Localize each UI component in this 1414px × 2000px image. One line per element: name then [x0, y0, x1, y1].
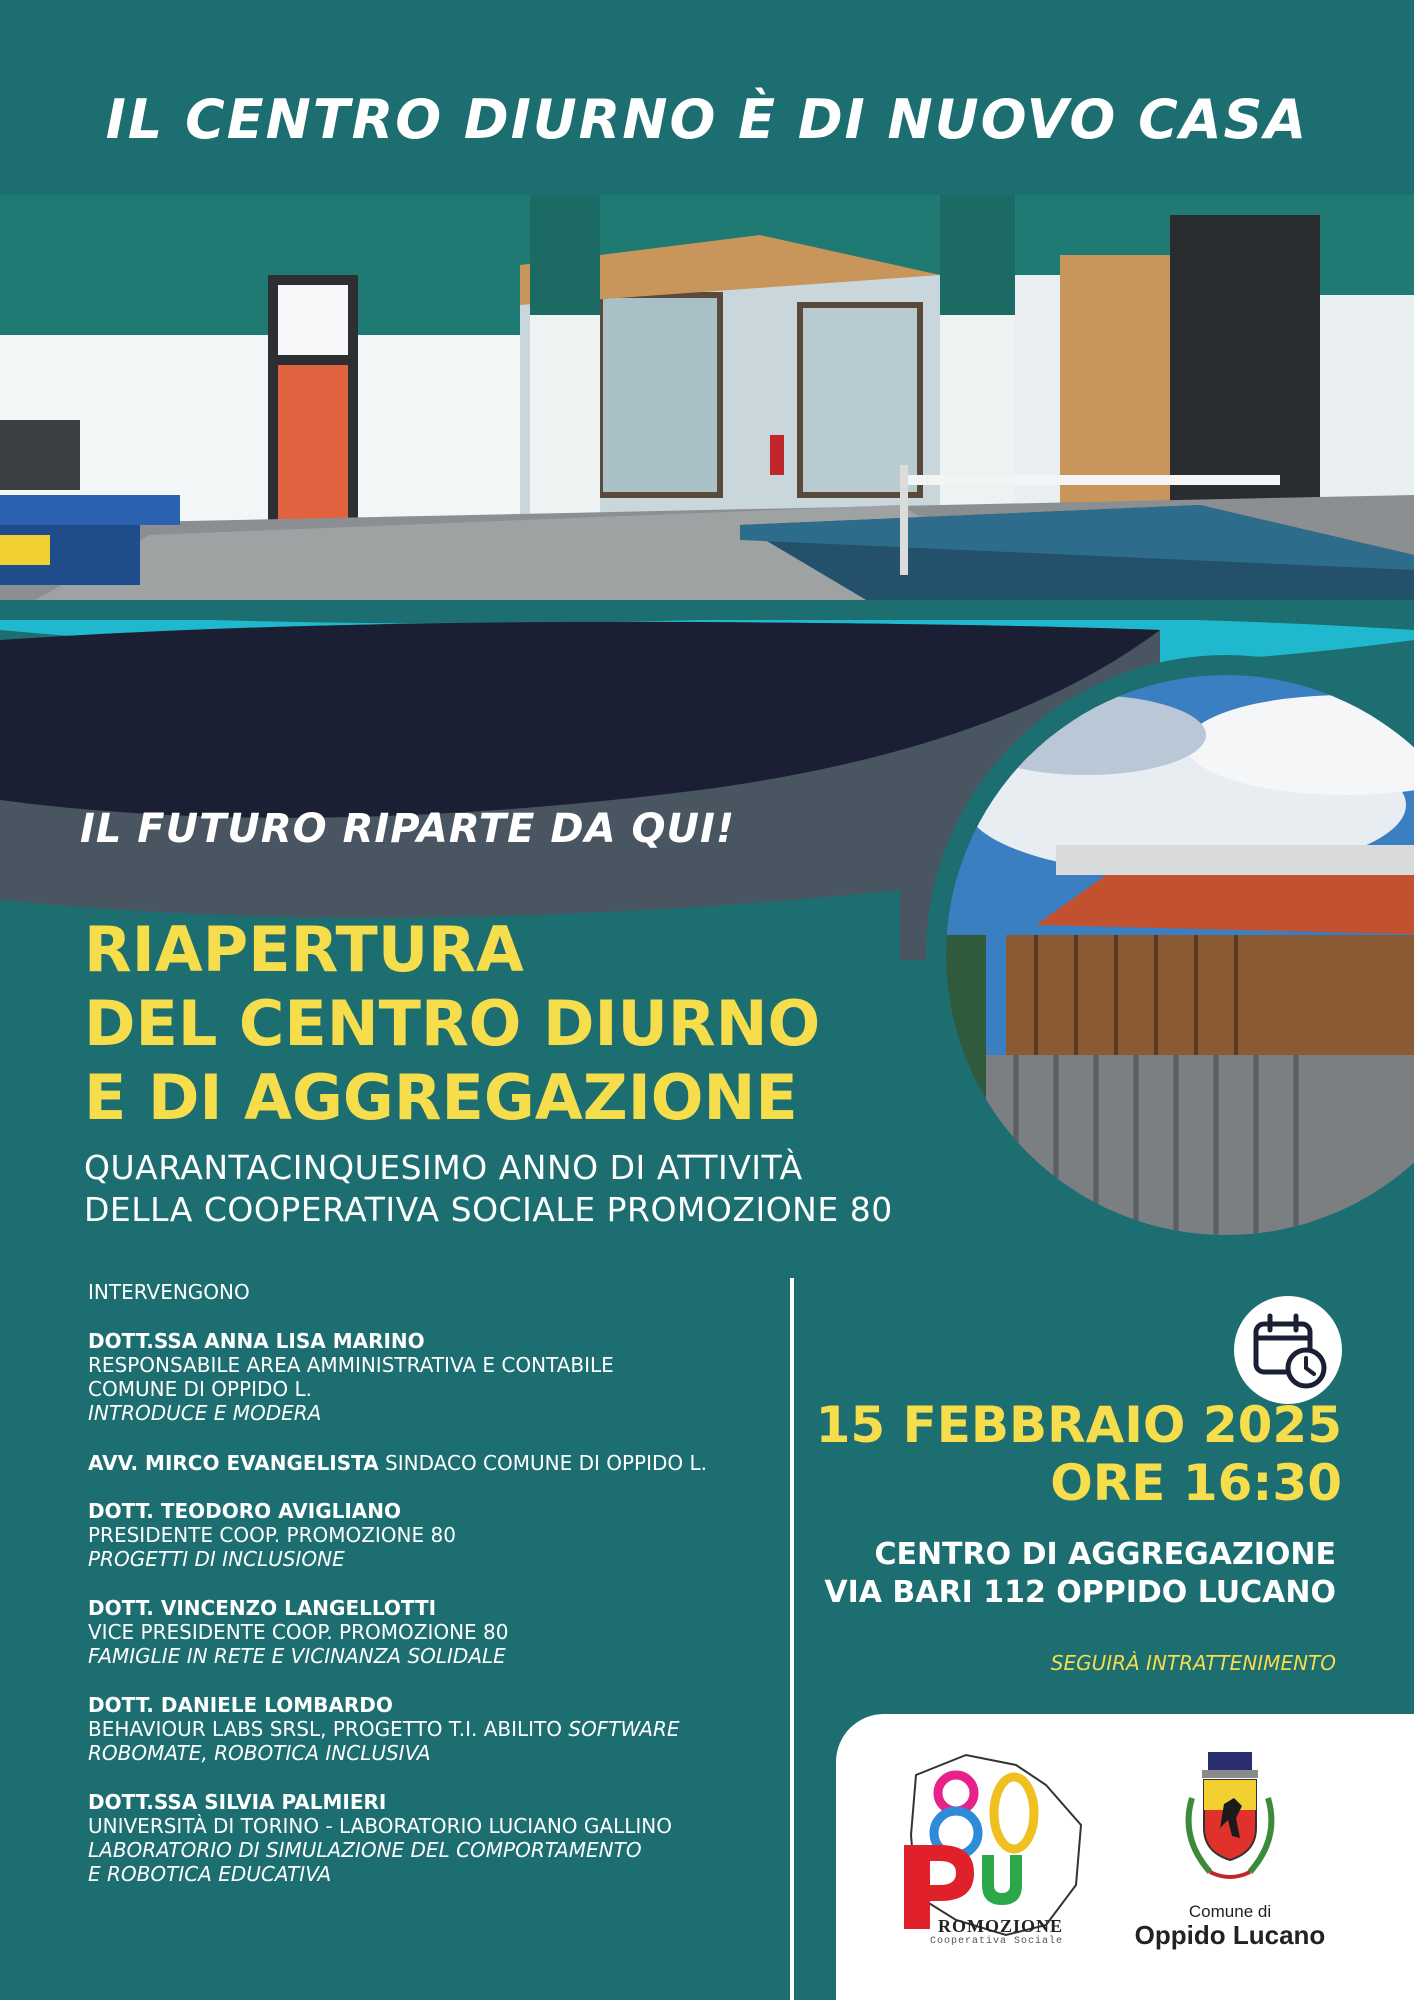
speaker-topic: ROBOMATE, ROBOTICA INCLUSIVA: [88, 1741, 431, 1765]
speaker-topic: FAMIGLIE IN RETE E VICINANZA SOLIDALE: [88, 1644, 506, 1668]
promozione-wordmark: ROMOZIONE: [938, 1916, 1064, 1936]
comune-name: Oppido Lucano: [1134, 1920, 1326, 1950]
event-date: 15 FEBBRAIO 2025: [815, 1396, 1342, 1454]
speaker-role: UNIVERSITÀ DI TORINO - LABORATORIO LUCIANO GALLINO: [88, 1814, 672, 1838]
interior-photo: [0, 195, 1414, 620]
speaker-6: [88, 1790, 672, 1886]
promozione-80-logo: [896, 1745, 1096, 1945]
headline-line-2: DEL CENTRO DIURNO: [84, 987, 821, 1060]
speaker-5: [88, 1693, 680, 1765]
banner-title: IL CENTRO DIURNO È DI NUOVO CASA: [105, 88, 1309, 151]
speaker-name: DOTT.SSA SILVIA PALMIERI: [88, 1790, 387, 1814]
speaker-role: BEHAVIOUR LABS SRSL, PROGETTO T.I. ABILITO: [88, 1717, 562, 1741]
speaker-role: SINDACO COMUNE DI OPPIDO L.: [385, 1451, 708, 1475]
column-divider: [790, 1278, 794, 2000]
calendar-badge: [1234, 1296, 1342, 1404]
slogan: IL FUTURO RIPARTE DA QUI!: [80, 806, 736, 852]
speaker-name: DOTT. TEODORO AVIGLIANO: [88, 1499, 402, 1523]
interior-illustration: [0, 195, 1414, 620]
event-time: ORE 16:30: [1050, 1454, 1342, 1512]
speaker-1: [88, 1329, 614, 1425]
headline-line-3: E DI AGGREGAZIONE: [84, 1061, 798, 1134]
comune-crest-icon: [1170, 1748, 1290, 1888]
speaker-4: [88, 1596, 509, 1668]
promozione-tagline: Cooperativa Sociale: [930, 1936, 1064, 1947]
speaker-role: PRESIDENTE COOP. PROMOZIONE 80: [88, 1523, 456, 1547]
speaker-name: AVV. MIRCO EVANGELISTA: [88, 1451, 379, 1475]
venue-line-1: CENTRO DI AGGREGAZIONE: [874, 1537, 1336, 1572]
subheadline-line-2: DELLA COOPERATIVA SOCIALE PROMOZIONE 80: [84, 1190, 893, 1229]
speaker-role-italic: SOFTWARE: [568, 1717, 680, 1741]
calendar-clock-icon: [1234, 1296, 1342, 1404]
speakers-label: INTERVENGONO: [88, 1280, 250, 1304]
speaker-topic: PROGETTI DI INCLUSIONE: [88, 1547, 345, 1571]
comune-small-label: Comune di: [1188, 1902, 1272, 1921]
speaker-role: COMUNE DI OPPIDO L.: [88, 1377, 312, 1401]
speaker-name: DOTT.SSA ANNA LISA MARINO: [88, 1329, 425, 1353]
speaker-role: RESPONSABILE AREA AMMINISTRATIVA E CONTABILE: [88, 1353, 614, 1377]
speaker-name: DOTT. DANIELE LOMBARDO: [88, 1693, 393, 1717]
speaker-name: DOTT. VINCENZO LANGELLOTTI: [88, 1596, 437, 1620]
building-photo: [886, 635, 1414, 1275]
speaker-3: [88, 1499, 456, 1571]
speaker-2: [88, 1451, 707, 1475]
speaker-topic: INTRODUCE E MODERA: [88, 1401, 322, 1425]
entertainment-note: SEGUIRÀ INTRATTENIMENTO: [1050, 1651, 1336, 1675]
subheadline-line-1: QUARANTACINQUESIMO ANNO DI ATTIVITÀ: [84, 1148, 803, 1187]
venue-line-2: VIA BARI 112 OPPIDO LUCANO: [824, 1575, 1336, 1610]
headline-line-1: RIAPERTURA: [84, 913, 524, 986]
speaker-role: VICE PRESIDENTE COOP. PROMOZIONE 80: [88, 1620, 509, 1644]
speaker-topic: LABORATORIO DI SIMULAZIONE DEL COMPORTAMENTO: [88, 1838, 642, 1862]
speaker-topic: E ROBOTICA EDUCATIVA: [88, 1862, 332, 1886]
